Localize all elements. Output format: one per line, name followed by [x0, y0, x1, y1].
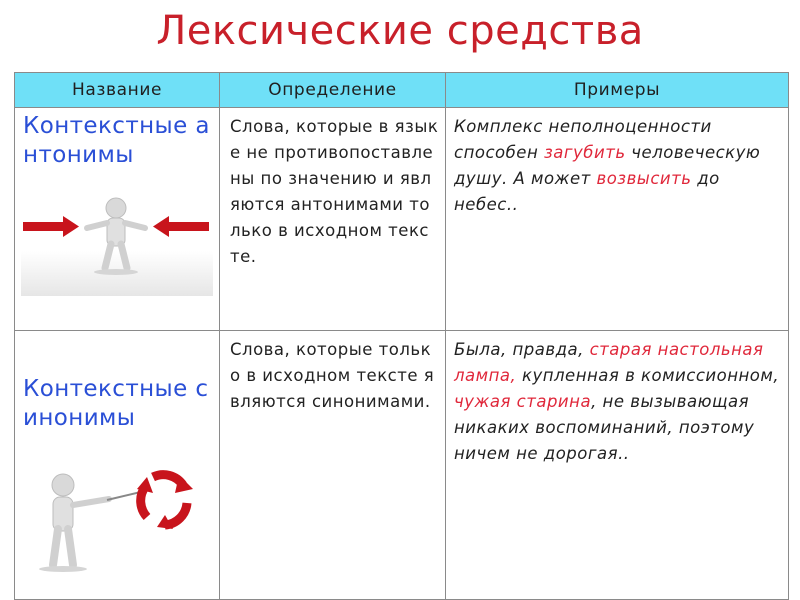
- person-with-recycle-icon: [33, 467, 213, 581]
- highlighted-word: старая настольная лампа,: [454, 340, 764, 385]
- example-fragment: купленная в комиссионном,: [516, 366, 780, 385]
- example-text: [454, 337, 782, 467]
- name-cell: [15, 331, 220, 600]
- page-title: Лексические средства: [156, 8, 644, 54]
- definition-text: Слова, которые только в исходном тексте являются синонимами.: [230, 340, 435, 411]
- definition-text: Слова, которые в языке не противопоставлены по значению и являются антонимами только в исходном тексте.: [230, 117, 439, 266]
- header-name: Название: [15, 73, 220, 108]
- term-name: Контекстные антонимы: [23, 113, 210, 168]
- example-fragment: человеческую душу. А может: [454, 143, 761, 188]
- name-cell: [15, 108, 220, 331]
- example-cell: [446, 108, 789, 331]
- example-text: [454, 114, 782, 218]
- lexical-means-table: [14, 72, 789, 600]
- definition-cell: [220, 331, 446, 600]
- example-fragment: до небес..: [454, 169, 720, 214]
- term-name: Контекстные синонимы: [23, 376, 209, 431]
- header-examples: Примеры: [446, 73, 789, 108]
- person-with-arrows-icon: [21, 196, 213, 300]
- highlighted-word: чужая старина: [454, 392, 592, 411]
- definition-cell: [220, 108, 446, 331]
- table-row: [15, 331, 789, 600]
- header-definition: Определение: [220, 73, 446, 108]
- example-cell: [446, 331, 789, 600]
- table-row: [15, 108, 789, 331]
- table-header-row: [15, 73, 789, 108]
- example-fragment: , не вызывающая никаких воспоминаний, поэтому ничем не дорогая..: [454, 392, 755, 463]
- example-fragment: Комплекс неполноценности способен: [454, 117, 712, 162]
- highlighted-word: возвысить: [596, 169, 692, 188]
- example-fragment: Была, правда,: [454, 340, 590, 359]
- highlighted-word: загубить: [543, 143, 626, 162]
